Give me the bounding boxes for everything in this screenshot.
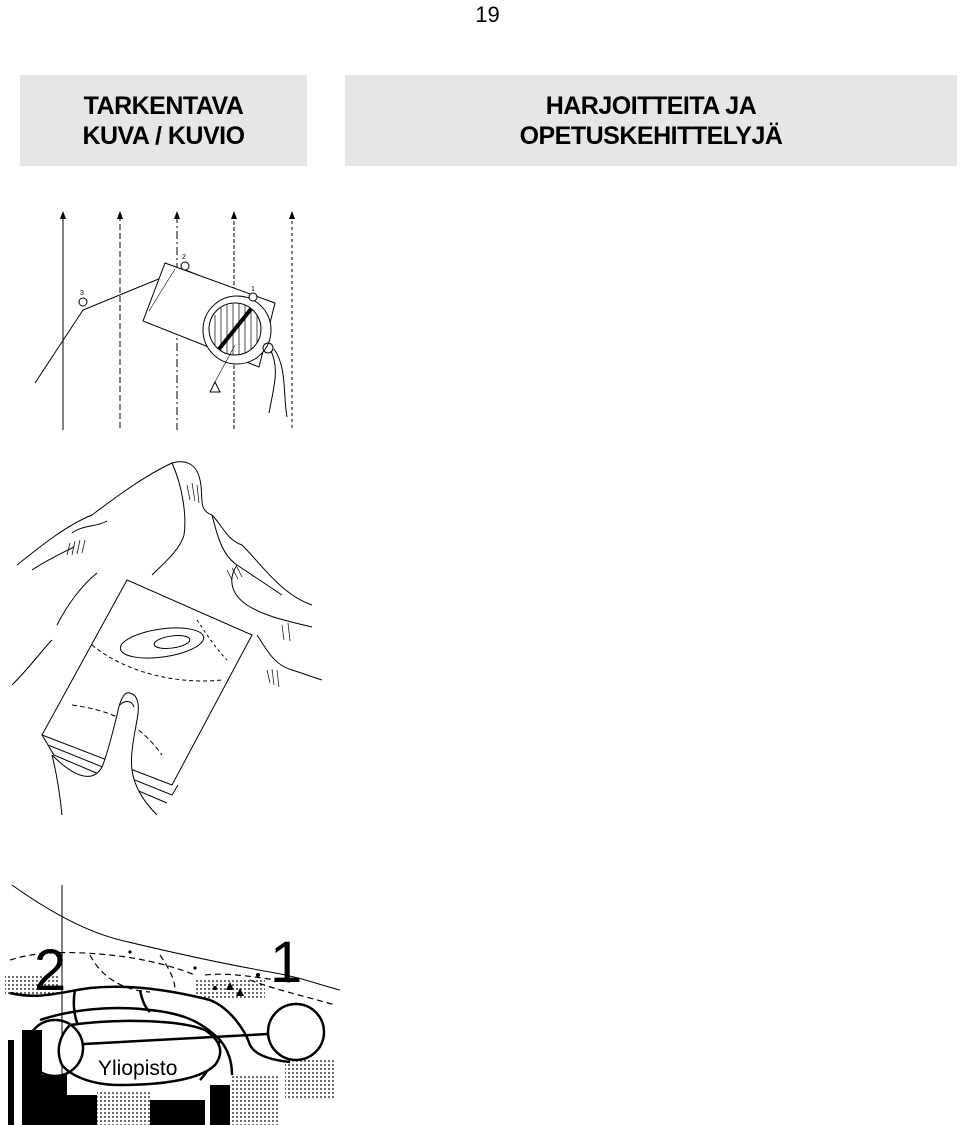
start-triangle xyxy=(210,382,220,392)
control-circle xyxy=(79,298,87,306)
control-circle xyxy=(249,293,257,301)
control-circle xyxy=(181,262,189,270)
control-number: 1 xyxy=(251,286,255,293)
control-circle-1 xyxy=(268,1004,324,1060)
hill-outline xyxy=(17,462,312,605)
map-sheet xyxy=(42,580,252,785)
header-left-title: TARKENTAVA KUVA / KUVIO xyxy=(82,91,245,150)
control-number: 2 xyxy=(182,254,186,261)
north-arrowheads xyxy=(60,211,295,219)
place-label: Yliopisto xyxy=(98,1057,178,1080)
header-box-right xyxy=(345,75,957,166)
header-right-title: HARJOITTEITA JA OPETUSKEHITTELYJÄ xyxy=(519,91,783,150)
control-number-2: 2 xyxy=(34,938,67,1003)
hand-holding-map-figure xyxy=(12,455,322,825)
control-number-1: 1 xyxy=(270,930,303,995)
compass-bearing-figure xyxy=(25,205,305,435)
orienteering-map-figure xyxy=(0,880,345,1125)
header-box-left xyxy=(20,75,307,166)
control-number: 3 xyxy=(80,290,84,297)
page-number: 19 xyxy=(475,2,500,27)
